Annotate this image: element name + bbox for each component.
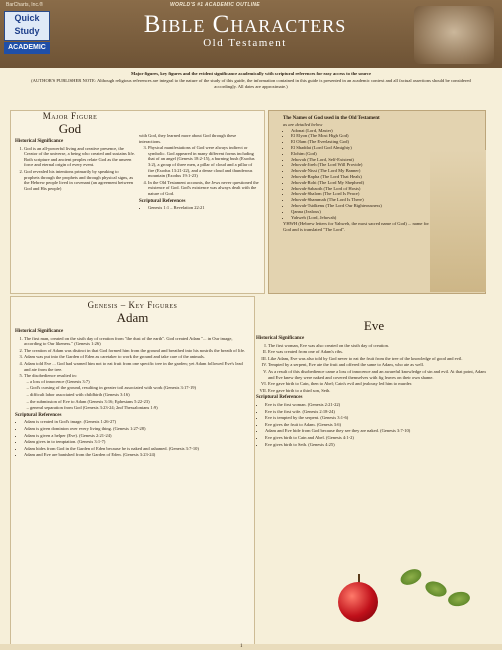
page-title: Bible Characters xyxy=(143,11,347,38)
eve-ref-item: • Eve gives birth to Cain and Abel. (Genesis 4:1-2) xyxy=(265,435,488,441)
intro-text xyxy=(30,71,472,91)
name-item: • Yahweh (Lord, Jehovah) xyxy=(291,215,441,221)
leaf-decoration xyxy=(398,566,424,588)
name-item: • Jehovah-Nissi (The Lord My Banner) xyxy=(291,168,441,174)
page-number: 1 xyxy=(240,644,243,649)
adam-consequence: – general separation from God (Genesis 3:23-24; 2nd Thessalonians 1:9) xyxy=(30,405,249,411)
logo-academic-band: ACADEMIC xyxy=(4,42,50,54)
god-name: God xyxy=(58,121,82,136)
name-item: • Jehovah-Tsidkenu (The Lord Our Righteousness) xyxy=(291,203,441,209)
name-item: • Qanna (Jealous) xyxy=(291,209,441,215)
god-section xyxy=(10,110,265,294)
tagline-text: WORLD'S #1 ACADEMIC OUTLINE xyxy=(170,2,260,8)
adam-ref-item: • Adam and Eve are banished from the Garden of Eden. (Genesis 3:23-24) xyxy=(24,452,249,458)
leaf-decoration xyxy=(423,579,448,600)
god-sig-continued: with God, they learned more about God through these interactions. xyxy=(139,133,237,144)
eve-ref-item: • Adam and Eve hide from God because they see they are naked. (Genesis 3:7-10) xyxy=(265,428,488,434)
adam-sig-item-text: The disobedience resulted in: xyxy=(24,373,77,379)
god-sig-item: 1. God is an all-powerful living and creative presence, the Creator of the universe, a being who created and sustains life. Both scripture and ancient peoples relate God as the unseen force and eternal origin of every event. xyxy=(24,146,135,168)
eve-section xyxy=(256,318,492,554)
names-title: The Names of God used in the Old Testament xyxy=(283,116,380,121)
adam-ref-item: • Adam is given a helper (Eve). (Genesis 2:21-24) xyxy=(24,433,249,439)
eve-ref-title: Scriptural References xyxy=(256,395,303,401)
eve-sig-item: VI. Eve gave birth to Cain, then to Abel; Cain's evil and jealousy led him to murder. xyxy=(268,381,488,387)
eve-sig-item: I. The first woman, Eve was also created on the sixth day of creation. xyxy=(268,343,488,349)
adam-ref-item: • Adam is given dominion over every living thing. (Genesis 1:27-28) xyxy=(24,426,249,432)
apple-illustration xyxy=(338,582,378,622)
adam-sig-item: 3. Adam was put into the Garden of Eden as caretaker to work the ground and take care of the animals. xyxy=(24,354,249,360)
eve-ref-item: • Eve is the first wife. (Genesis 2:18-24) xyxy=(265,409,488,415)
god-sig-item: 3. Physical manifestations of God were always indirect or symbolic. God appeared in many different forms including that of an angel (Genesis 18:2-15), a burning bush (Exodus 3:2), a group of three men, a pillar of cloud and a pillar of fire (Exodus 13:21-22), and a dense cloud and thunderous mountain (Exodus 19:1-23) xyxy=(148,145,259,179)
eve-sig-item: III. Like Adam, Eve was also told by God never to eat the fruit from the tree of the knowledge of good and evil. xyxy=(268,356,488,362)
eve-ref-item: • Eve is tempted by the serpent. (Genesis 3:1-6) xyxy=(265,415,488,421)
eve-ref-item: • Eve gives birth to Seth. (Genesis 4:25) xyxy=(265,442,488,448)
header-banner xyxy=(0,0,502,68)
eve-sig-item: VII. Eve gave birth to a third son, Seth. xyxy=(268,388,488,394)
eve-sig-item: V. As a result of this disobedience came a loss of innocence and an awareful knowledge of sin and evil. At that point, Adam and Eve knew they were naked and covered themselves with fig leaves on their own shame. xyxy=(268,369,488,380)
eve-sig-item: IV. Tempted by a serpent, Eve ate the fruit and offered the same to Adam, who ate as well. xyxy=(268,362,488,368)
eve-content xyxy=(256,336,488,447)
adam-ref-item: • Adam is created in God's image. (Genesis 1:26-27) xyxy=(24,419,249,425)
adam-consequence: – a loss of innocence (Genesis 3:7) xyxy=(30,379,249,385)
name-item: • Jehovah-Shammah (The Lord Is There) xyxy=(291,197,441,203)
adam-ref-item: • Adam hides from God in the Garden of Eden because he is naked and ashamed. (Genesis 3:7-10) xyxy=(24,446,249,452)
intro-note: (AUTHOR'S PUBLISHER NOTE: Although religious references are integral to the nature of the study of this guide, the information contained in this guide is presented in an academic context and all factual assertions should be considered accordingly. All dates are approximate.) xyxy=(31,78,471,89)
name-item: • El Shaddai (Lord God Almighty) xyxy=(291,145,441,151)
name-item: • El Elyon (The Most High God) xyxy=(291,133,441,139)
adam-heading: Genesis – Key Figures xyxy=(87,300,178,310)
adam-sig-title: Historical Significance xyxy=(15,329,64,334)
eve-sig-item: II. Eve was created from one of Adam's ribs. xyxy=(268,349,488,355)
god-left-column xyxy=(15,137,135,192)
god-heading: Major Figure xyxy=(42,111,98,121)
adam-sig-item: 1. The first man, created on the sixth day of creation from "the dust of the earth". God created Adam "... in Our image, according to Our likeness." (Genesis 1:26) xyxy=(24,336,249,347)
logo-line1: Quick xyxy=(14,13,40,23)
adam-consequence: – the submission of Eve to Adam (Genesis 3:16; Ephesians 5:22-23) xyxy=(30,399,249,405)
decorative-scene-illustration xyxy=(430,150,486,292)
name-item: • Jehovah-Jireh (The Lord Will Provide) xyxy=(291,162,441,168)
eve-name: Eve xyxy=(363,318,385,333)
logo-line2: Study xyxy=(14,26,40,36)
name-item: • El Olam (The Everlasting God) xyxy=(291,139,441,145)
logo-badge xyxy=(4,11,50,41)
adam-sig-item: 4. Adam told Eve ... God had warned him not to eat fruit from one specific tree in the garden; yet Adam followed Eve's lead and ate from the tree. xyxy=(24,361,249,372)
adam-ref-item: • Adam gives in to temptation. (Genesis 3:1-7) xyxy=(24,439,249,445)
god-ref-item: • Genesis 1:1 – Revelation 22:21 xyxy=(148,205,259,211)
eve-ref-item: • Eve is the first woman. (Genesis 2:21-22) xyxy=(265,402,488,408)
eve-sig-title: Historical Significance xyxy=(256,336,305,341)
eve-ref-item: • Eve gives the fruit to Adam. (Genesis 3:6) xyxy=(265,422,488,428)
name-item: • Jehovah-Rohi (The Lord My Shepherd) xyxy=(291,180,441,186)
god-sig-title: Historical Significance xyxy=(15,139,64,144)
page-subtitle: Old Testament xyxy=(203,37,287,49)
angel-illustration xyxy=(414,6,494,64)
publisher-text: BarCharts, Inc.® xyxy=(6,2,44,8)
adam-sig-item: 2. The creation of Adam was distinct in that God formed him from the ground and breathed into his nostrils the breath of life. xyxy=(24,348,249,354)
name-item: • Adonai (Lord, Master) xyxy=(291,128,441,134)
adam-name: Adam xyxy=(116,310,149,325)
god-ref-title: Scriptural References xyxy=(139,198,186,204)
footer-bar xyxy=(0,644,502,650)
name-item: • Elohim (God) xyxy=(291,151,441,157)
name-item: • Jehovah-Shalom (The Lord Is Peace) xyxy=(291,191,441,197)
adam-consequence: – difficult labor associated with childbirth (Genesis 3:16) xyxy=(30,392,249,398)
leaf-decoration xyxy=(447,590,471,608)
adam-consequence: – God's cursing of the ground, resulting in greater toil associated with work (Genesis 3:17-19) xyxy=(30,385,249,391)
names-subtitle: as are detailed below xyxy=(283,121,323,127)
name-item: • Jehovah (The Lord, Self-Existent) xyxy=(291,157,441,163)
quickstudy-logo xyxy=(4,11,50,55)
god-sig-item: 4. In the Old Testament accounts, the Jews never questioned the existence of God. God's existence was always dealt with the nature of God. xyxy=(148,180,259,197)
adam-ref-title: Scriptural References xyxy=(15,412,62,418)
adam-sig-item xyxy=(24,373,249,411)
god-right-column xyxy=(139,133,259,212)
intro-line: Major figures, key figures and the evident significance academically with scriptural references for easy access to the source xyxy=(130,71,372,76)
name-item: • Jehovah-Sabaoth (The Lord of Hosts) xyxy=(291,186,441,192)
name-item: • Jehovah-Rapha (The Lord That Heals) xyxy=(291,174,441,180)
adam-section xyxy=(10,296,255,648)
names-note: YHWH (Hebrew letters for Yahweh, the most sacred name of God) ... name for God and is translated "The Lord". xyxy=(283,221,429,233)
god-sig-item: 2. God revealed his intentions primarily by speaking to prophets through the prophets and through physical signs, as the Hebrew people lived in covenant (an agreement between God and His people) xyxy=(24,169,135,191)
adam-content xyxy=(15,327,249,459)
